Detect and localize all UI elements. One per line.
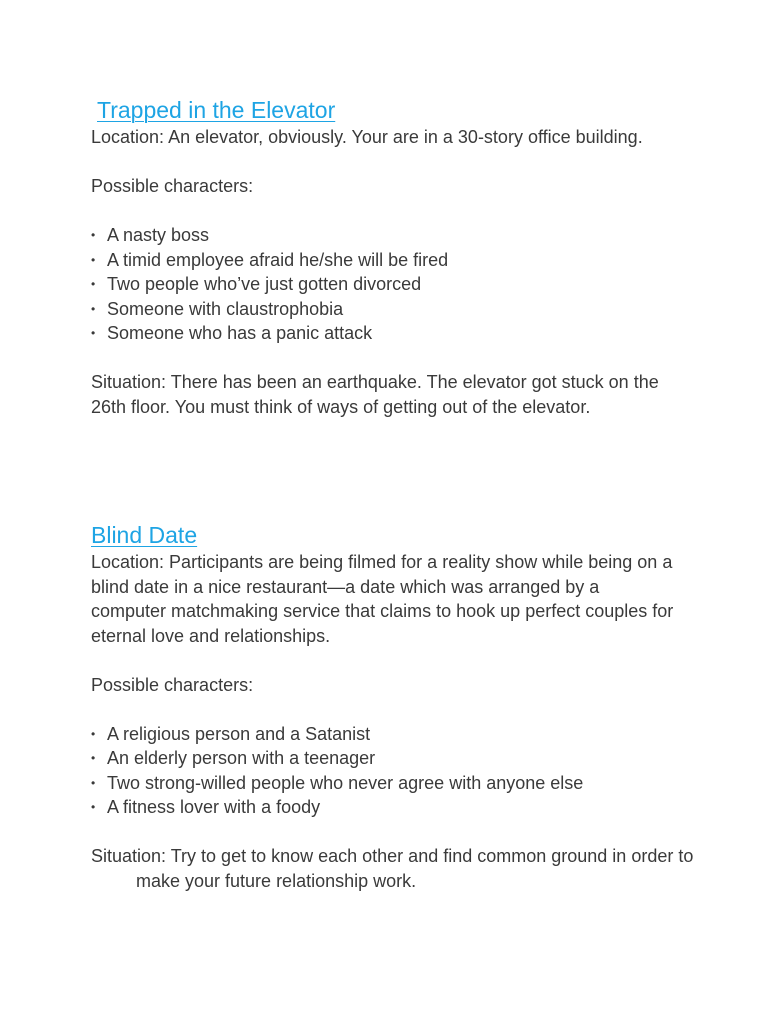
- spacer: [91, 150, 691, 175]
- situation-text: Situation: Try to get to know each other and find common ground in order to make your future relationship work.: [91, 846, 694, 891]
- list-item-text: Two strong-willed people who never agree with anyone else: [107, 772, 584, 793]
- bullet-icon: •: [91, 326, 96, 340]
- section-title-link[interactable]: Trapped in the Elevator: [97, 97, 336, 123]
- spacer: [91, 346, 691, 371]
- list-item: [91, 746, 691, 771]
- list-item: [91, 795, 691, 820]
- list-item-text: A fitness lover with a foody: [107, 797, 321, 817]
- list-item: [91, 321, 691, 346]
- location-text: Location: Participants are being filmed for a reality show while being on a blind date in a nice restaurant—a date which was arranged by a computer matchmaking service that claims to hook up perfect couples for eternal love and relationships.: [91, 552, 674, 646]
- list-item: [91, 272, 691, 297]
- characters-list: [91, 223, 691, 346]
- list-item-text: Someone with claustrophobia: [107, 298, 344, 319]
- list-item-text: Someone who has a panic attack: [107, 323, 373, 343]
- spacer: [91, 820, 691, 845]
- spacer: [91, 199, 691, 224]
- characters-list: [91, 722, 691, 820]
- list-item: [91, 771, 691, 796]
- situation-text: Situation: There has been an earthquake. The elevator got stuck on the 26th floor. You must think of ways of getting out of the elevator.: [91, 372, 659, 417]
- spacer: [91, 697, 691, 722]
- section-blind-date: [91, 520, 694, 893]
- bullet-icon: •: [91, 301, 96, 316]
- section-title-link[interactable]: Blind Date: [91, 522, 198, 548]
- characters-label: Possible characters:: [91, 674, 254, 695]
- list-item-text: An elderly person with a teenager: [107, 748, 376, 768]
- characters-label: Possible characters:: [91, 176, 254, 196]
- bullet-icon: •: [91, 252, 96, 267]
- bullet-icon: •: [91, 726, 96, 741]
- list-item-text: A nasty boss: [107, 225, 210, 245]
- location-text: Location: An elevator, obviously. Your are in a 30-story office building.: [91, 127, 643, 147]
- list-item: [91, 248, 691, 273]
- section-trapped-in-the-elevator: [91, 95, 691, 419]
- spacer: [91, 648, 691, 673]
- list-item-text: Two people who’ve just gotten divorced: [107, 274, 422, 294]
- list-item: [91, 223, 691, 248]
- bullet-icon: •: [91, 228, 96, 242]
- list-item: [91, 722, 691, 747]
- list-item: [91, 297, 691, 322]
- list-item-text: A timid employee afraid he/she will be fired: [107, 249, 449, 270]
- bullet-icon: •: [91, 751, 96, 765]
- bullet-icon: •: [91, 775, 96, 790]
- list-item-text: A religious person and a Satanist: [107, 723, 371, 744]
- bullet-icon: •: [91, 800, 96, 814]
- bullet-icon: •: [91, 277, 96, 291]
